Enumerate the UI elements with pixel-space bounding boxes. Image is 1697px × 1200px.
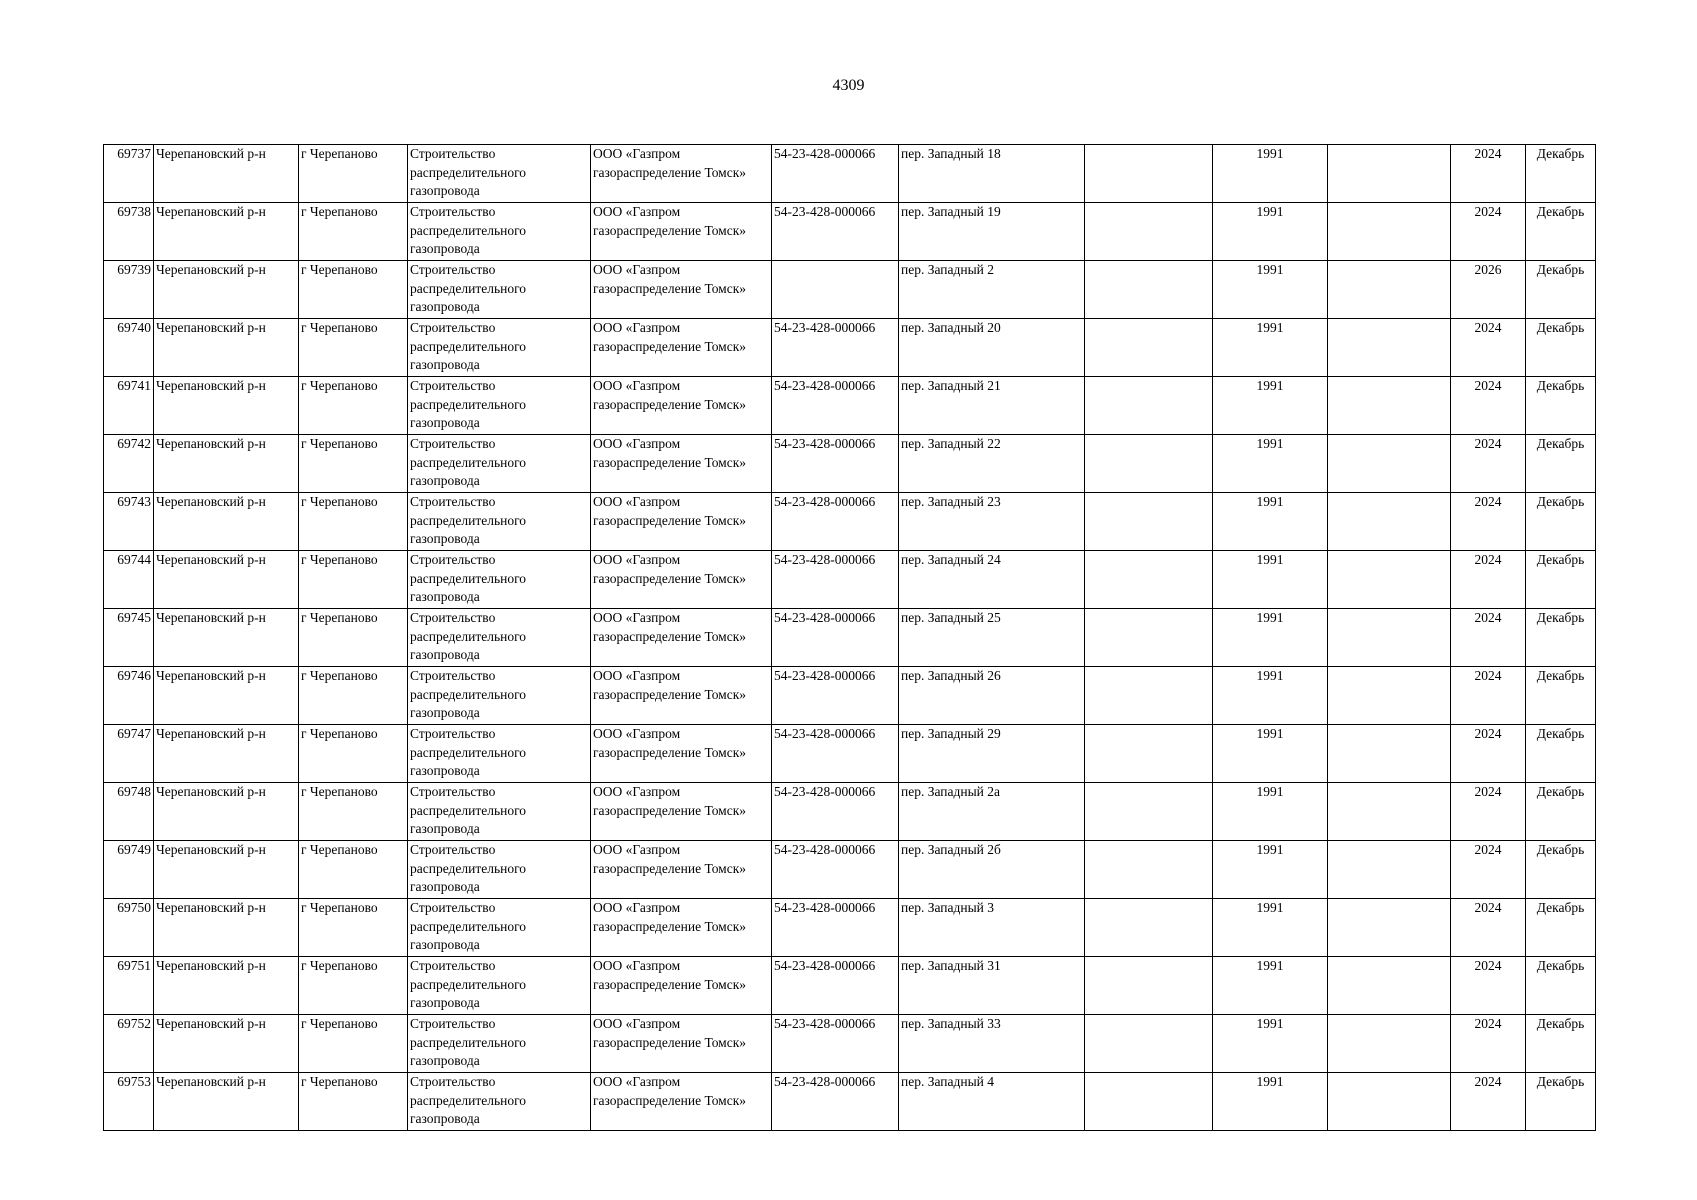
cell-org: ООО «Газпром газораспределение Томск» xyxy=(591,783,772,841)
cell-month: Декабрь xyxy=(1526,435,1596,493)
table-row-69747 xyxy=(104,725,1596,783)
cell-district: Черепановский р-н xyxy=(154,319,299,377)
cell-extra xyxy=(1085,957,1213,1015)
cell-org: ООО «Газпром газораспределение Томск» xyxy=(591,435,772,493)
cell-year-built: 1991 xyxy=(1213,1015,1328,1073)
cell-code: 54-23-428-000066 xyxy=(772,667,899,725)
cell-month: Декабрь xyxy=(1526,319,1596,377)
cell-extra xyxy=(1085,435,1213,493)
cell-id: 69745 xyxy=(104,609,154,667)
table-row-69748 xyxy=(104,783,1596,841)
cell-extra xyxy=(1085,667,1213,725)
cell-extra xyxy=(1085,261,1213,319)
cell-org: ООО «Газпром газораспределение Томск» xyxy=(591,377,772,435)
page-number: 4309 xyxy=(832,77,865,94)
table-row-69750 xyxy=(104,899,1596,957)
cell-code: 54-23-428-000066 xyxy=(772,783,899,841)
cell-id: 69753 xyxy=(104,1073,154,1131)
cell-city: г Черепаново xyxy=(299,319,408,377)
cell-year-built: 1991 xyxy=(1213,493,1328,551)
cell-city: г Черепаново xyxy=(299,435,408,493)
cell-month: Декабрь xyxy=(1526,493,1596,551)
cell-extra2 xyxy=(1328,1015,1451,1073)
cell-address: пер. Западный 19 xyxy=(899,203,1085,261)
cell-address: пер. Западный 18 xyxy=(899,145,1085,203)
cell-year-built: 1991 xyxy=(1213,319,1328,377)
cell-extra2 xyxy=(1328,899,1451,957)
cell-extra2 xyxy=(1328,957,1451,1015)
cell-code: 54-23-428-000066 xyxy=(772,899,899,957)
cell-year-built: 1991 xyxy=(1213,435,1328,493)
cell-code xyxy=(772,261,899,319)
table-row-69745 xyxy=(104,609,1596,667)
cell-work: Строительство распределительного газопровода xyxy=(408,1073,591,1131)
cell-id: 69738 xyxy=(104,203,154,261)
cell-address: пер. Западный 4 xyxy=(899,1073,1085,1131)
cell-work: Строительство распределительного газопровода xyxy=(408,145,591,203)
cell-work: Строительство распределительного газопровода xyxy=(408,899,591,957)
cell-month: Декабрь xyxy=(1526,261,1596,319)
cell-district: Черепановский р-н xyxy=(154,435,299,493)
cell-org: ООО «Газпром газораспределение Томск» xyxy=(591,609,772,667)
cell-extra2 xyxy=(1328,493,1451,551)
cell-code: 54-23-428-000066 xyxy=(772,435,899,493)
cell-district: Черепановский р-н xyxy=(154,899,299,957)
cell-city: г Черепаново xyxy=(299,1015,408,1073)
cell-city: г Черепаново xyxy=(299,725,408,783)
cell-extra xyxy=(1085,145,1213,203)
cell-address: пер. Западный 21 xyxy=(899,377,1085,435)
cell-extra2 xyxy=(1328,377,1451,435)
cell-id: 69737 xyxy=(104,145,154,203)
cell-extra2 xyxy=(1328,551,1451,609)
cell-code: 54-23-428-000066 xyxy=(772,841,899,899)
cell-id: 69748 xyxy=(104,783,154,841)
cell-month: Декабрь xyxy=(1526,609,1596,667)
cell-code: 54-23-428-000066 xyxy=(772,725,899,783)
cell-id: 69751 xyxy=(104,957,154,1015)
cell-code: 54-23-428-000066 xyxy=(772,319,899,377)
cell-extra2 xyxy=(1328,609,1451,667)
table-row-69752 xyxy=(104,1015,1596,1073)
cell-year-plan: 2024 xyxy=(1451,435,1526,493)
cell-month: Декабрь xyxy=(1526,899,1596,957)
table-row-69741 xyxy=(104,377,1596,435)
cell-id: 69740 xyxy=(104,319,154,377)
cell-year-built: 1991 xyxy=(1213,957,1328,1015)
cell-year-plan: 2024 xyxy=(1451,725,1526,783)
cell-district: Черепановский р-н xyxy=(154,957,299,1015)
cell-org: ООО «Газпром газораспределение Томск» xyxy=(591,145,772,203)
cell-extra2 xyxy=(1328,435,1451,493)
cell-district: Черепановский р-н xyxy=(154,377,299,435)
cell-code: 54-23-428-000066 xyxy=(772,203,899,261)
cell-year-built: 1991 xyxy=(1213,1073,1328,1131)
cell-extra2 xyxy=(1328,203,1451,261)
cell-address: пер. Западный 20 xyxy=(899,319,1085,377)
cell-city: г Черепаново xyxy=(299,493,408,551)
cell-month: Декабрь xyxy=(1526,1073,1596,1131)
cell-work: Строительство распределительного газопровода xyxy=(408,1015,591,1073)
cell-work: Строительство распределительного газопровода xyxy=(408,435,591,493)
cell-extra xyxy=(1085,899,1213,957)
cell-address: пер. Западный 33 xyxy=(899,1015,1085,1073)
cell-address: пер. Западный 3 xyxy=(899,899,1085,957)
cell-code: 54-23-428-000066 xyxy=(772,1073,899,1131)
cell-extra2 xyxy=(1328,841,1451,899)
cell-district: Черепановский р-н xyxy=(154,261,299,319)
cell-work: Строительство распределительного газопровода xyxy=(408,841,591,899)
cell-year-built: 1991 xyxy=(1213,261,1328,319)
cell-extra xyxy=(1085,493,1213,551)
cell-city: г Черепаново xyxy=(299,609,408,667)
cell-id: 69752 xyxy=(104,1015,154,1073)
cell-work: Строительство распределительного газопровода xyxy=(408,377,591,435)
cell-address: пер. Западный 24 xyxy=(899,551,1085,609)
cell-org: ООО «Газпром газораспределение Томск» xyxy=(591,203,772,261)
cell-year-plan: 2024 xyxy=(1451,551,1526,609)
cell-code: 54-23-428-000066 xyxy=(772,377,899,435)
cell-work: Строительство распределительного газопровода xyxy=(408,725,591,783)
cell-id: 69742 xyxy=(104,435,154,493)
cell-org: ООО «Газпром газораспределение Томск» xyxy=(591,261,772,319)
cell-year-plan: 2024 xyxy=(1451,841,1526,899)
cell-extra2 xyxy=(1328,783,1451,841)
cell-year-built: 1991 xyxy=(1213,841,1328,899)
cell-year-built: 1991 xyxy=(1213,203,1328,261)
cell-extra xyxy=(1085,319,1213,377)
cell-district: Черепановский р-н xyxy=(154,145,299,203)
cell-extra xyxy=(1085,203,1213,261)
cell-org: ООО «Газпром газораспределение Томск» xyxy=(591,841,772,899)
cell-year-plan: 2024 xyxy=(1451,203,1526,261)
cell-city: г Черепаново xyxy=(299,261,408,319)
cell-month: Декабрь xyxy=(1526,841,1596,899)
cell-year-plan: 2024 xyxy=(1451,377,1526,435)
cell-work: Строительство распределительного газопровода xyxy=(408,609,591,667)
registry-table xyxy=(103,144,1596,1131)
cell-district: Черепановский р-н xyxy=(154,1015,299,1073)
cell-org: ООО «Газпром газораспределение Томск» xyxy=(591,1015,772,1073)
cell-address: пер. Западный 26 xyxy=(899,667,1085,725)
table-row-69742 xyxy=(104,435,1596,493)
cell-city: г Черепаново xyxy=(299,145,408,203)
cell-city: г Черепаново xyxy=(299,377,408,435)
cell-year-built: 1991 xyxy=(1213,377,1328,435)
cell-month: Декабрь xyxy=(1526,957,1596,1015)
cell-id: 69746 xyxy=(104,667,154,725)
cell-extra2 xyxy=(1328,261,1451,319)
cell-extra xyxy=(1085,841,1213,899)
cell-extra xyxy=(1085,1073,1213,1131)
cell-org: ООО «Газпром газораспределение Томск» xyxy=(591,1073,772,1131)
cell-extra2 xyxy=(1328,319,1451,377)
table-row-69738 xyxy=(104,203,1596,261)
cell-year-built: 1991 xyxy=(1213,899,1328,957)
cell-work: Строительство распределительного газопровода xyxy=(408,667,591,725)
cell-id: 69750 xyxy=(104,899,154,957)
cell-org: ООО «Газпром газораспределение Томск» xyxy=(591,667,772,725)
cell-org: ООО «Газпром газораспределение Томск» xyxy=(591,493,772,551)
cell-code: 54-23-428-000066 xyxy=(772,551,899,609)
cell-month: Декабрь xyxy=(1526,1015,1596,1073)
cell-extra xyxy=(1085,783,1213,841)
cell-work: Строительство распределительного газопровода xyxy=(408,493,591,551)
cell-address: пер. Западный 22 xyxy=(899,435,1085,493)
cell-address: пер. Западный 2 xyxy=(899,261,1085,319)
cell-year-plan: 2024 xyxy=(1451,319,1526,377)
cell-month: Декабрь xyxy=(1526,145,1596,203)
cell-city: г Черепаново xyxy=(299,1073,408,1131)
cell-code: 54-23-428-000066 xyxy=(772,493,899,551)
registry-body xyxy=(104,145,1596,1131)
table-row-69737 xyxy=(104,145,1596,203)
cell-month: Декабрь xyxy=(1526,725,1596,783)
cell-extra xyxy=(1085,551,1213,609)
cell-org: ООО «Газпром газораспределение Томск» xyxy=(591,899,772,957)
cell-month: Декабрь xyxy=(1526,203,1596,261)
cell-work: Строительство распределительного газопровода xyxy=(408,319,591,377)
cell-city: г Черепаново xyxy=(299,899,408,957)
cell-year-built: 1991 xyxy=(1213,145,1328,203)
table-row-69746 xyxy=(104,667,1596,725)
cell-district: Черепановский р-н xyxy=(154,667,299,725)
cell-year-plan: 2024 xyxy=(1451,1015,1526,1073)
cell-year-built: 1991 xyxy=(1213,551,1328,609)
cell-extra xyxy=(1085,725,1213,783)
cell-city: г Черепаново xyxy=(299,667,408,725)
cell-id: 69749 xyxy=(104,841,154,899)
cell-work: Строительство распределительного газопровода xyxy=(408,957,591,1015)
cell-work: Строительство распределительного газопровода xyxy=(408,203,591,261)
cell-month: Декабрь xyxy=(1526,667,1596,725)
cell-id: 69741 xyxy=(104,377,154,435)
cell-org: ООО «Газпром газораспределение Томск» xyxy=(591,725,772,783)
table-row-69739 xyxy=(104,261,1596,319)
table-row-69751 xyxy=(104,957,1596,1015)
cell-city: г Черепаново xyxy=(299,841,408,899)
cell-district: Черепановский р-н xyxy=(154,841,299,899)
table-row-69743 xyxy=(104,493,1596,551)
cell-year-plan: 2024 xyxy=(1451,1073,1526,1131)
cell-city: г Черепаново xyxy=(299,957,408,1015)
cell-id: 69739 xyxy=(104,261,154,319)
cell-year-plan: 2024 xyxy=(1451,899,1526,957)
cell-id: 69744 xyxy=(104,551,154,609)
cell-district: Черепановский р-н xyxy=(154,725,299,783)
cell-year-plan: 2024 xyxy=(1451,493,1526,551)
cell-code: 54-23-428-000066 xyxy=(772,145,899,203)
cell-month: Декабрь xyxy=(1526,377,1596,435)
cell-org: ООО «Газпром газораспределение Томск» xyxy=(591,319,772,377)
cell-address: пер. Западный 23 xyxy=(899,493,1085,551)
table-row-69744 xyxy=(104,551,1596,609)
cell-work: Строительство распределительного газопровода xyxy=(408,261,591,319)
cell-extra2 xyxy=(1328,145,1451,203)
cell-org: ООО «Газпром газораспределение Томск» xyxy=(591,957,772,1015)
cell-year-built: 1991 xyxy=(1213,667,1328,725)
cell-code: 54-23-428-000066 xyxy=(772,957,899,1015)
cell-extra2 xyxy=(1328,1073,1451,1131)
cell-year-plan: 2026 xyxy=(1451,261,1526,319)
cell-address: пер. Западный 29 xyxy=(899,725,1085,783)
cell-code: 54-23-428-000066 xyxy=(772,609,899,667)
cell-extra2 xyxy=(1328,725,1451,783)
cell-year-plan: 2024 xyxy=(1451,957,1526,1015)
cell-district: Черепановский р-н xyxy=(154,493,299,551)
cell-year-plan: 2024 xyxy=(1451,667,1526,725)
cell-work: Строительство распределительного газопровода xyxy=(408,783,591,841)
cell-address: пер. Западный 2а xyxy=(899,783,1085,841)
cell-extra xyxy=(1085,609,1213,667)
cell-year-plan: 2024 xyxy=(1451,145,1526,203)
cell-extra xyxy=(1085,377,1213,435)
cell-extra xyxy=(1085,1015,1213,1073)
cell-district: Черепановский р-н xyxy=(154,783,299,841)
cell-address: пер. Западный 31 xyxy=(899,957,1085,1015)
cell-year-plan: 2024 xyxy=(1451,609,1526,667)
cell-id: 69743 xyxy=(104,493,154,551)
cell-city: г Черепаново xyxy=(299,783,408,841)
cell-city: г Черепаново xyxy=(299,203,408,261)
cell-month: Декабрь xyxy=(1526,783,1596,841)
cell-district: Черепановский р-н xyxy=(154,551,299,609)
cell-district: Черепановский р-н xyxy=(154,203,299,261)
cell-code: 54-23-428-000066 xyxy=(772,1015,899,1073)
cell-id: 69747 xyxy=(104,725,154,783)
cell-district: Черепановский р-н xyxy=(154,1073,299,1131)
cell-address: пер. Западный 25 xyxy=(899,609,1085,667)
cell-year-plan: 2024 xyxy=(1451,783,1526,841)
cell-year-built: 1991 xyxy=(1213,609,1328,667)
table-row-69753 xyxy=(104,1073,1596,1131)
cell-address: пер. Западный 2б xyxy=(899,841,1085,899)
cell-year-built: 1991 xyxy=(1213,783,1328,841)
cell-year-built: 1991 xyxy=(1213,725,1328,783)
cell-district: Черепановский р-н xyxy=(154,609,299,667)
table-row-69740 xyxy=(104,319,1596,377)
cell-work: Строительство распределительного газопровода xyxy=(408,551,591,609)
table-row-69749 xyxy=(104,841,1596,899)
cell-extra2 xyxy=(1328,667,1451,725)
cell-month: Декабрь xyxy=(1526,551,1596,609)
cell-org: ООО «Газпром газораспределение Томск» xyxy=(591,551,772,609)
cell-city: г Черепаново xyxy=(299,551,408,609)
